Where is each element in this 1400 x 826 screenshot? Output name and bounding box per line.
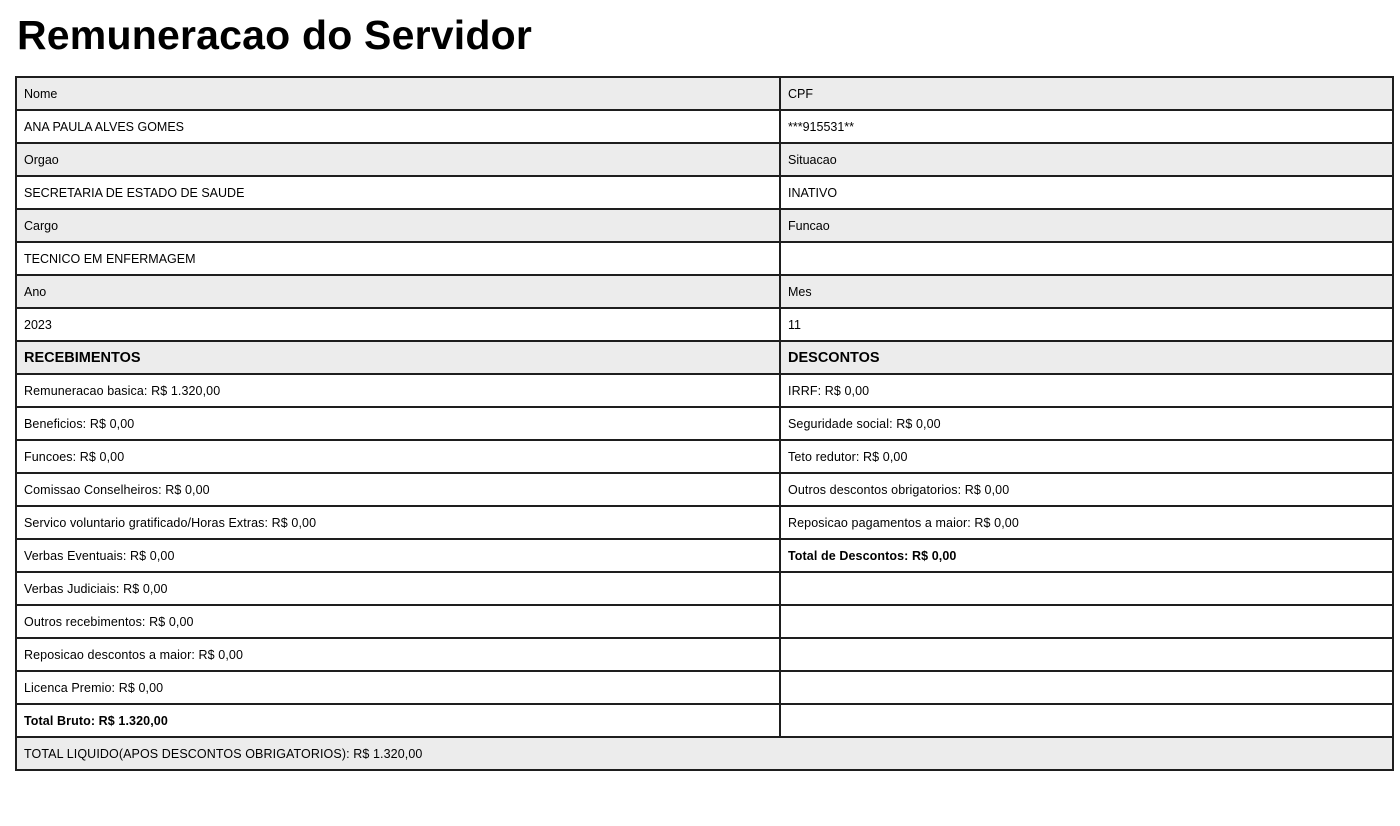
total-liquido: TOTAL LIQUIDO(APOS DESCONTOS OBRIGATORIOS): R$ 1.320,00 — [16, 737, 1393, 770]
desconto-item: Seguridade social: R$ 0,00 — [780, 407, 1393, 440]
desconto-item: Teto redutor: R$ 0,00 — [780, 440, 1393, 473]
cpf-value: ***915531** — [780, 110, 1393, 143]
recebimento-item: Licenca Premio: R$ 0,00 — [16, 671, 780, 704]
ano-label: Ano — [16, 275, 780, 308]
table-row — [16, 473, 1393, 506]
descontos-header: DESCONTOS — [780, 341, 1393, 374]
cargo-value: TECNICO EM ENFERMAGEM — [16, 242, 780, 275]
empty-cell — [780, 671, 1393, 704]
recebimento-item: Verbas Eventuais: R$ 0,00 — [16, 539, 780, 572]
mes-value: 11 — [780, 308, 1393, 341]
remuneration-table — [15, 76, 1394, 771]
orgao-value: SECRETARIA DE ESTADO DE SAUDE — [16, 176, 780, 209]
situacao-label: Situacao — [780, 143, 1393, 176]
table-row — [16, 407, 1393, 440]
orgao-label: Orgao — [16, 143, 780, 176]
recebimento-item: Funcoes: R$ 0,00 — [16, 440, 780, 473]
recebimento-item: Verbas Judiciais: R$ 0,00 — [16, 572, 780, 605]
recebimentos-header: RECEBIMENTOS — [16, 341, 780, 374]
desconto-item: Outros descontos obrigatorios: R$ 0,00 — [780, 473, 1393, 506]
funcao-label: Funcao — [780, 209, 1393, 242]
situacao-value: INATIVO — [780, 176, 1393, 209]
recebimento-item: Reposicao descontos a maior: R$ 0,00 — [16, 638, 780, 671]
nome-label: Nome — [16, 77, 780, 110]
total-descontos: Total de Descontos: R$ 0,00 — [780, 539, 1393, 572]
empty-cell — [780, 638, 1393, 671]
table-row — [16, 242, 1393, 275]
table-row — [16, 374, 1393, 407]
table-row — [16, 704, 1393, 737]
desconto-item: Reposicao pagamentos a maior: R$ 0,00 — [780, 506, 1393, 539]
table-row — [16, 110, 1393, 143]
table-row — [16, 638, 1393, 671]
table-row — [16, 506, 1393, 539]
ano-value: 2023 — [16, 308, 780, 341]
total-bruto: Total Bruto: R$ 1.320,00 — [16, 704, 780, 737]
desconto-item: IRRF: R$ 0,00 — [780, 374, 1393, 407]
table-row — [16, 737, 1393, 770]
cpf-label: CPF — [780, 77, 1393, 110]
empty-cell — [780, 605, 1393, 638]
recebimento-item: Outros recebimentos: R$ 0,00 — [16, 605, 780, 638]
mes-label: Mes — [780, 275, 1393, 308]
table-row — [16, 209, 1393, 242]
table-row — [16, 605, 1393, 638]
table-row — [16, 143, 1393, 176]
recebimento-item: Comissao Conselheiros: R$ 0,00 — [16, 473, 780, 506]
table-row — [16, 176, 1393, 209]
table-row — [16, 539, 1393, 572]
table-row — [16, 341, 1393, 374]
table-row — [16, 671, 1393, 704]
empty-cell — [780, 704, 1393, 737]
page-title: Remuneracao do Servidor — [17, 12, 532, 58]
table-row — [16, 572, 1393, 605]
recebimento-item: Beneficios: R$ 0,00 — [16, 407, 780, 440]
cargo-label: Cargo — [16, 209, 780, 242]
table-row — [16, 77, 1393, 110]
funcao-value — [780, 242, 1393, 275]
empty-cell — [780, 572, 1393, 605]
recebimento-item: Remuneracao basica: R$ 1.320,00 — [16, 374, 780, 407]
table-row — [16, 308, 1393, 341]
table-row — [16, 275, 1393, 308]
table-row — [16, 440, 1393, 473]
nome-value: ANA PAULA ALVES GOMES — [16, 110, 780, 143]
recebimento-item: Servico voluntario gratificado/Horas Extras: R$ 0,00 — [16, 506, 780, 539]
